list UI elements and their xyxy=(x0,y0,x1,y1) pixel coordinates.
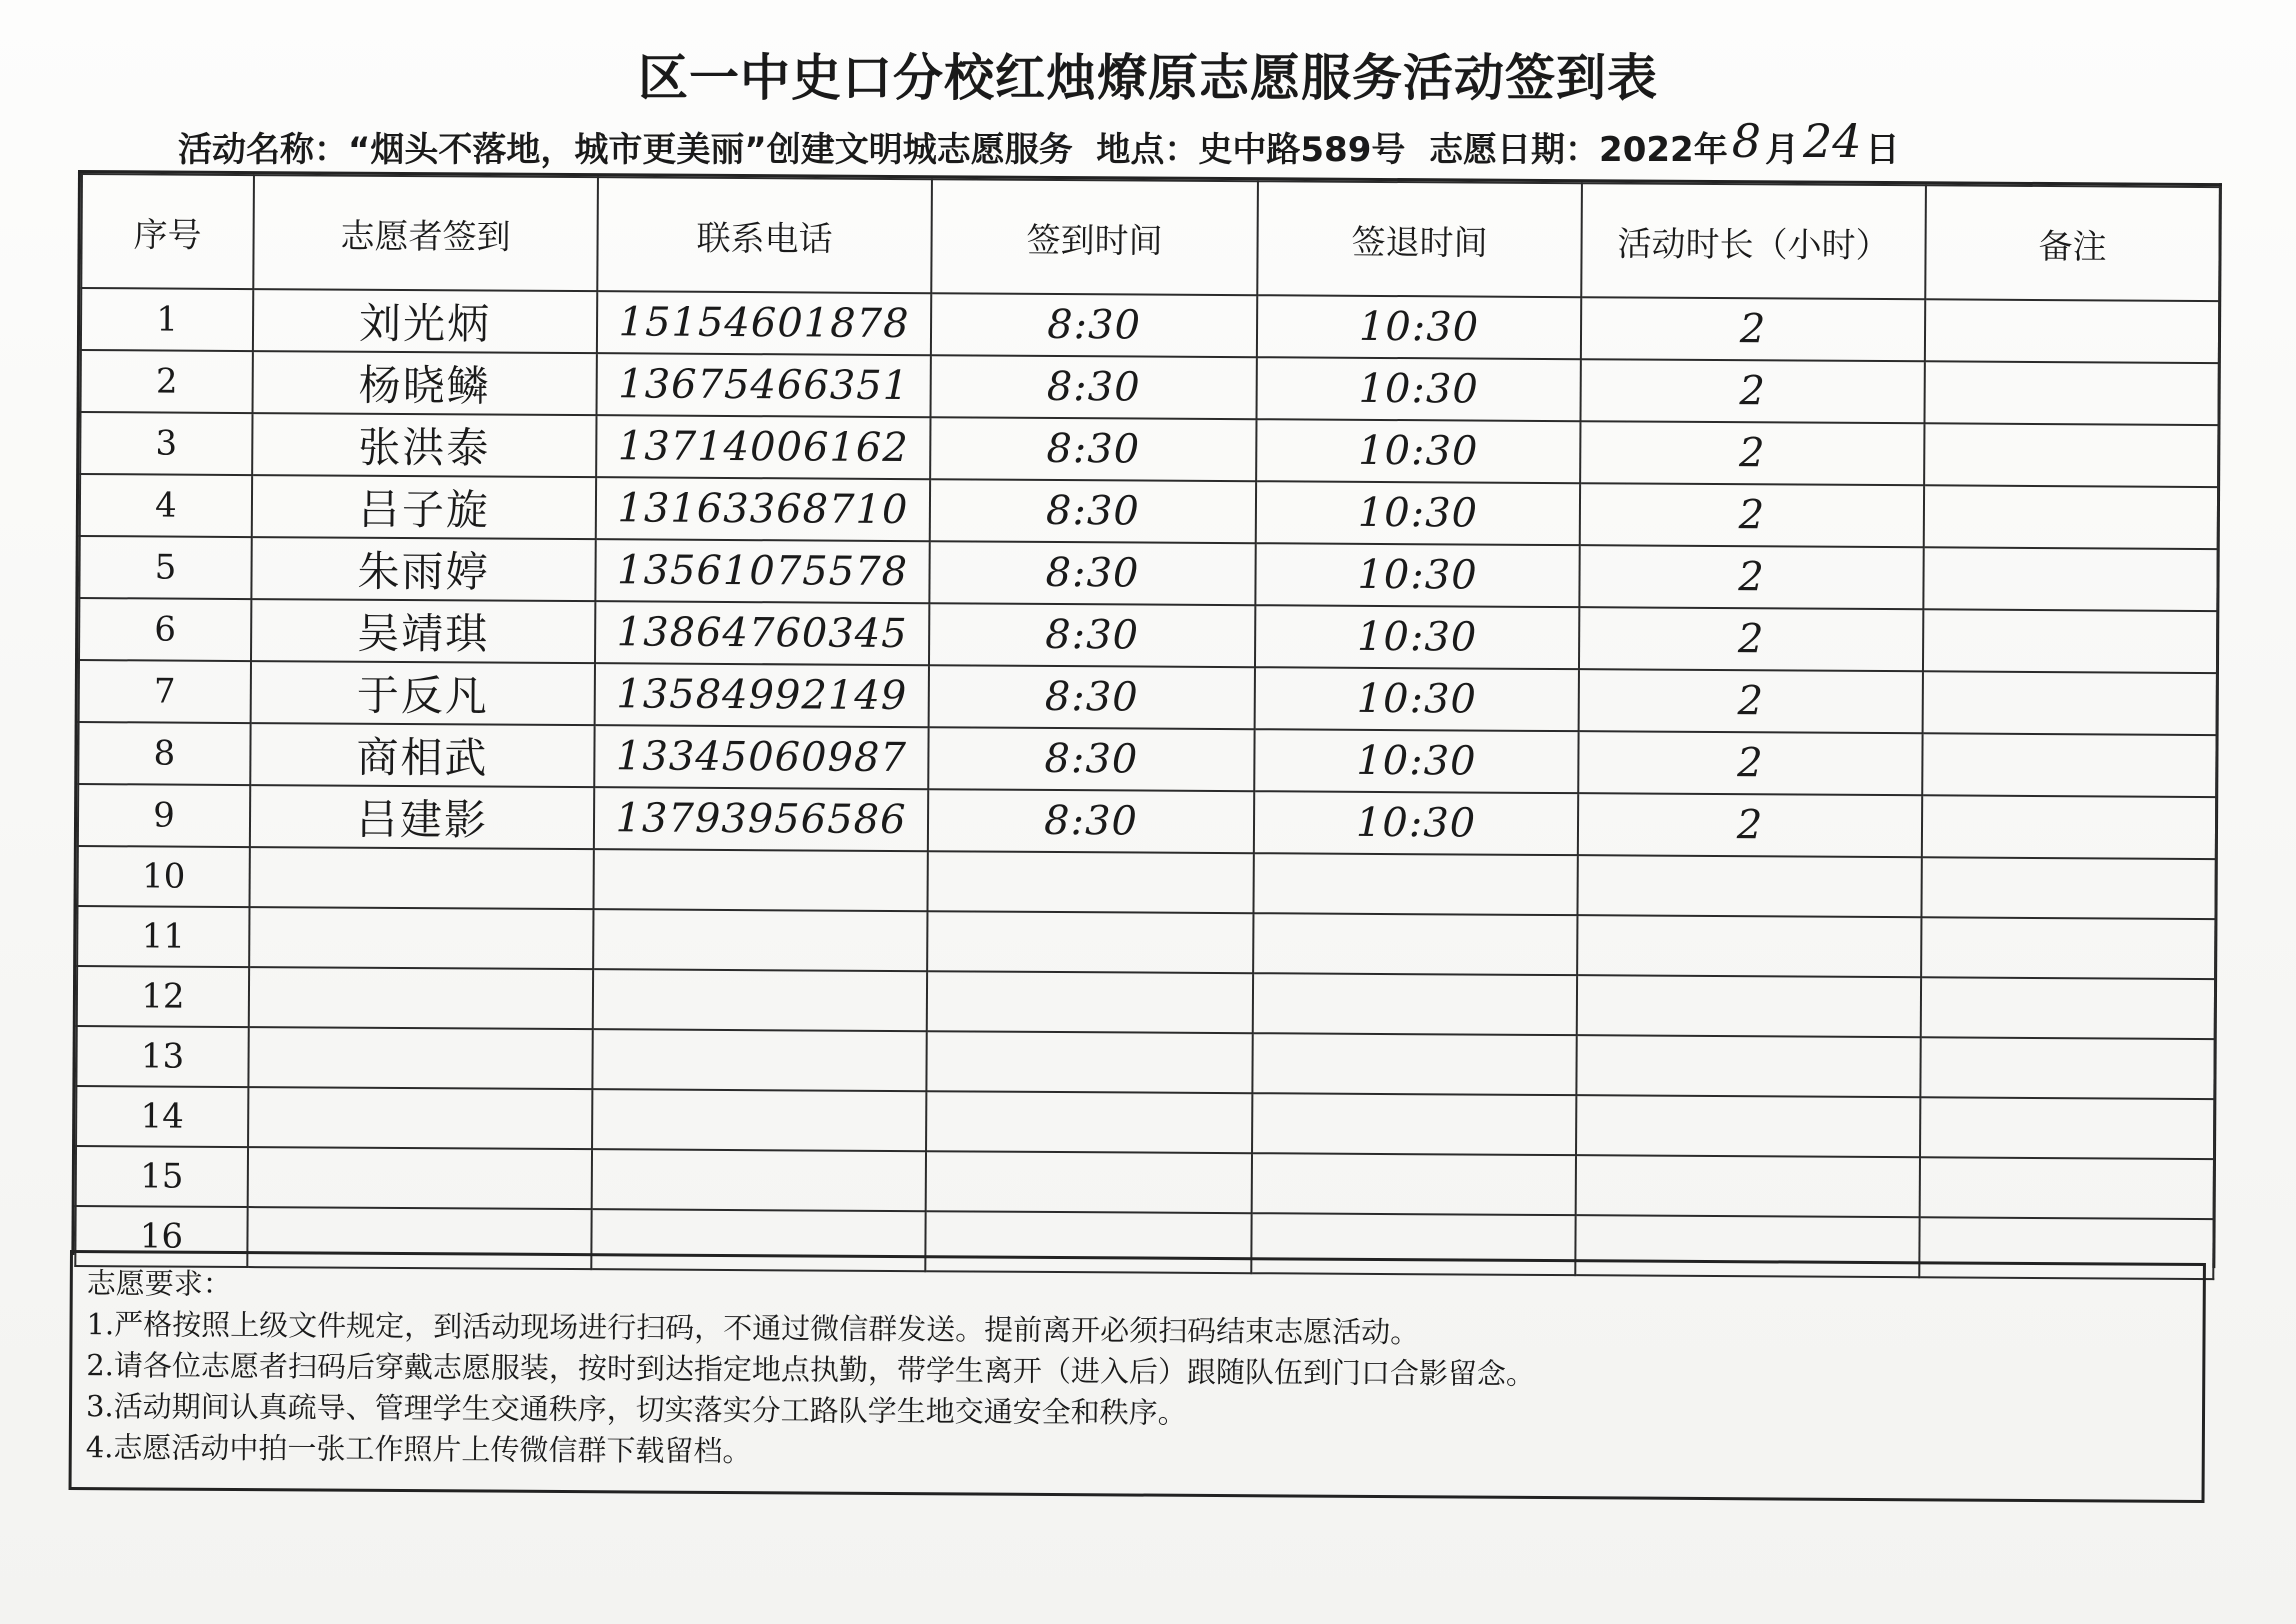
cell-signin-time xyxy=(927,911,1253,973)
cell-volunteer-signature: 于反凡 xyxy=(251,661,595,725)
cell-signout-time: 10:30 xyxy=(1254,791,1578,855)
cell-remarks xyxy=(1923,609,2217,673)
cell-seq: 3 xyxy=(80,412,252,475)
cell-duration xyxy=(1576,1155,1920,1217)
cell-remarks xyxy=(1923,671,2217,735)
header-seq: 序号 xyxy=(81,174,254,289)
cell-remarks xyxy=(1920,1097,2214,1159)
cell-remarks xyxy=(1922,795,2216,859)
cell-volunteer-signature xyxy=(248,1087,592,1149)
cell-signout-time xyxy=(1252,1093,1576,1155)
cell-duration xyxy=(1576,1095,1920,1157)
cell-seq: 1 xyxy=(81,288,253,351)
header-signout-time: 签退时间 xyxy=(1257,181,1582,297)
month-unit: 月 xyxy=(1764,130,1799,170)
requirement-item: 2.请各位志愿者扫码后穿戴志愿服装，按时到达指定地点执勤，带学生离开（进入后）跟随队伍到门口合影留念。 xyxy=(86,1348,1536,1391)
requirement-item: 3.活动期间认真疏导、管理学生交通秩序，切实落实分工路队学生地交通安全和秩序。 xyxy=(85,1389,1187,1430)
cell-phone xyxy=(592,1029,926,1091)
cell-phone: 13163368710 xyxy=(596,477,930,541)
requirement-item: 4.志愿活动中拍一张工作照片上传微信群下载留档。 xyxy=(85,1430,752,1469)
cell-seq: 15 xyxy=(76,1146,248,1207)
cell-signin-time xyxy=(926,1151,1252,1213)
cell-seq: 4 xyxy=(80,474,252,537)
cell-remarks xyxy=(1923,547,2217,611)
cell-remarks xyxy=(1920,1157,2214,1219)
cell-seq: 13 xyxy=(76,1026,248,1087)
cell-phone: 15154601878 xyxy=(597,291,931,355)
cell-signout-time xyxy=(1253,973,1577,1035)
cell-signin-time: 8:30 xyxy=(931,355,1257,419)
cell-remarks xyxy=(1922,733,2216,797)
cell-signin-time xyxy=(926,1031,1252,1093)
cell-volunteer-signature: 张洪泰 xyxy=(252,413,596,477)
cell-duration: 2 xyxy=(1580,483,1924,547)
cell-duration: 2 xyxy=(1579,669,1923,733)
cell-signout-time: 10:30 xyxy=(1254,729,1578,793)
cell-phone: 13675466351 xyxy=(597,353,931,417)
cell-phone xyxy=(593,849,927,911)
cell-volunteer-signature xyxy=(249,967,593,1029)
cell-signin-time xyxy=(926,1091,1252,1153)
cell-seq: 12 xyxy=(77,966,249,1027)
cell-signin-time: 8:30 xyxy=(929,541,1255,605)
cell-duration: 2 xyxy=(1579,545,1923,609)
header-remarks: 备注 xyxy=(1925,185,2220,301)
signin-table-frame xyxy=(71,170,2222,1268)
cell-duration: 2 xyxy=(1579,607,1923,671)
cell-phone: 13561075578 xyxy=(595,539,929,603)
cell-remarks xyxy=(1925,299,2219,363)
requirement-item: 1.严格按照上级文件规定，到活动现场进行扫码，不通过微信群发送。提前离开必须扫码结束志愿活动。 xyxy=(86,1307,1420,1350)
cell-duration: 2 xyxy=(1580,421,1924,485)
cell-phone xyxy=(593,969,927,1031)
cell-seq: 2 xyxy=(81,350,253,413)
cell-seq: 9 xyxy=(78,784,250,847)
cell-duration: 2 xyxy=(1580,359,1924,423)
cell-volunteer-signature xyxy=(248,1147,592,1209)
activity-info-line xyxy=(178,114,1900,172)
header-signin-time: 签到时间 xyxy=(931,179,1258,295)
cell-signout-time: 10:30 xyxy=(1255,543,1579,607)
cell-signout-time xyxy=(1253,853,1577,915)
cell-seq: 11 xyxy=(77,906,249,967)
header-volunteer-signature: 志愿者签到 xyxy=(253,175,598,291)
requirements-heading: 志愿要求： xyxy=(86,1266,232,1301)
cell-seq: 14 xyxy=(76,1086,248,1147)
cell-signin-time: 8:30 xyxy=(928,789,1254,853)
cell-signin-time: 8:30 xyxy=(930,479,1256,543)
cell-remarks xyxy=(1920,1037,2214,1099)
cell-duration: 2 xyxy=(1578,793,1922,857)
header-duration: 活动时长（小时） xyxy=(1581,183,1926,299)
cell-volunteer-signature: 商相武 xyxy=(250,723,594,787)
cell-remarks xyxy=(1924,485,2218,549)
cell-signout-time: 10:30 xyxy=(1255,605,1579,669)
cell-remarks xyxy=(1921,977,2215,1039)
cell-signout-time: 10:30 xyxy=(1257,295,1581,359)
cell-signin-time: 8:30 xyxy=(929,665,1255,729)
cell-signout-time xyxy=(1253,913,1577,975)
header-phone: 联系电话 xyxy=(597,177,932,293)
cell-signout-time: 10:30 xyxy=(1255,667,1579,731)
table-header-row xyxy=(81,174,2220,301)
cell-signin-time xyxy=(927,851,1253,913)
cell-volunteer-signature: 朱雨婷 xyxy=(251,537,595,601)
cell-signin-time: 8:30 xyxy=(931,293,1257,357)
cell-signout-time xyxy=(1252,1153,1576,1215)
cell-phone: 13584992149 xyxy=(595,663,929,727)
activity-day: 24 xyxy=(1802,114,1862,168)
cell-volunteer-signature: 杨晓鳞 xyxy=(253,351,597,415)
cell-phone: 13714006162 xyxy=(596,415,930,479)
cell-signout-time xyxy=(1252,1033,1576,1095)
cell-signin-time: 8:30 xyxy=(929,603,1255,667)
cell-remarks xyxy=(1921,857,2215,919)
cell-volunteer-signature xyxy=(250,847,594,909)
cell-volunteer-signature: 刘光炳 xyxy=(253,289,597,353)
cell-duration xyxy=(1577,855,1921,917)
cell-signout-time: 10:30 xyxy=(1256,419,1580,483)
cell-signout-time: 10:30 xyxy=(1256,357,1580,421)
cell-duration xyxy=(1577,915,1921,977)
cell-volunteer-signature xyxy=(248,1027,592,1089)
cell-phone xyxy=(592,1089,926,1151)
page-title: 区一中史口分校红烛燎原志愿服务活动签到表 xyxy=(638,49,1658,107)
cell-remarks xyxy=(1921,917,2215,979)
cell-volunteer-signature: 吴靖琪 xyxy=(251,599,595,663)
cell-phone: 13864760345 xyxy=(595,601,929,665)
activity-name: 活动名称：“烟头不落地，城市更美丽”创建文明城志愿服务 xyxy=(178,130,1073,170)
cell-seq: 8 xyxy=(78,722,250,785)
cell-duration: 2 xyxy=(1581,297,1925,361)
signin-table xyxy=(74,173,2221,1280)
cell-seq: 10 xyxy=(78,846,250,907)
cell-signin-time: 8:30 xyxy=(930,417,1256,481)
cell-seq: 6 xyxy=(79,598,251,661)
cell-duration xyxy=(1576,1035,1920,1097)
cell-seq: 16 xyxy=(75,1206,247,1267)
activity-date-label: 志愿日期：2022年 xyxy=(1429,130,1728,170)
day-unit: 日 xyxy=(1865,130,1900,170)
cell-volunteer-signature: 吕子旋 xyxy=(252,475,596,539)
cell-duration: 2 xyxy=(1578,731,1922,795)
cell-phone xyxy=(592,1149,926,1211)
cell-seq: 5 xyxy=(79,536,251,599)
cell-volunteer-signature: 吕建影 xyxy=(250,785,594,849)
cell-signin-time: 8:30 xyxy=(928,727,1254,791)
volunteer-requirements xyxy=(69,1250,2206,1503)
cell-seq: 7 xyxy=(79,660,251,723)
activity-location: 地点：史中路589号 xyxy=(1096,130,1406,170)
cell-phone xyxy=(593,909,927,971)
cell-signin-time xyxy=(927,971,1253,1033)
cell-duration xyxy=(1577,975,1921,1037)
activity-month: 8 xyxy=(1731,114,1761,168)
cell-remarks xyxy=(1924,361,2218,425)
cell-volunteer-signature xyxy=(249,907,593,969)
cell-remarks xyxy=(1924,423,2218,487)
cell-phone: 13793956586 xyxy=(594,787,928,851)
cell-phone: 13345060987 xyxy=(594,725,928,789)
cell-signout-time: 10:30 xyxy=(1256,481,1580,545)
